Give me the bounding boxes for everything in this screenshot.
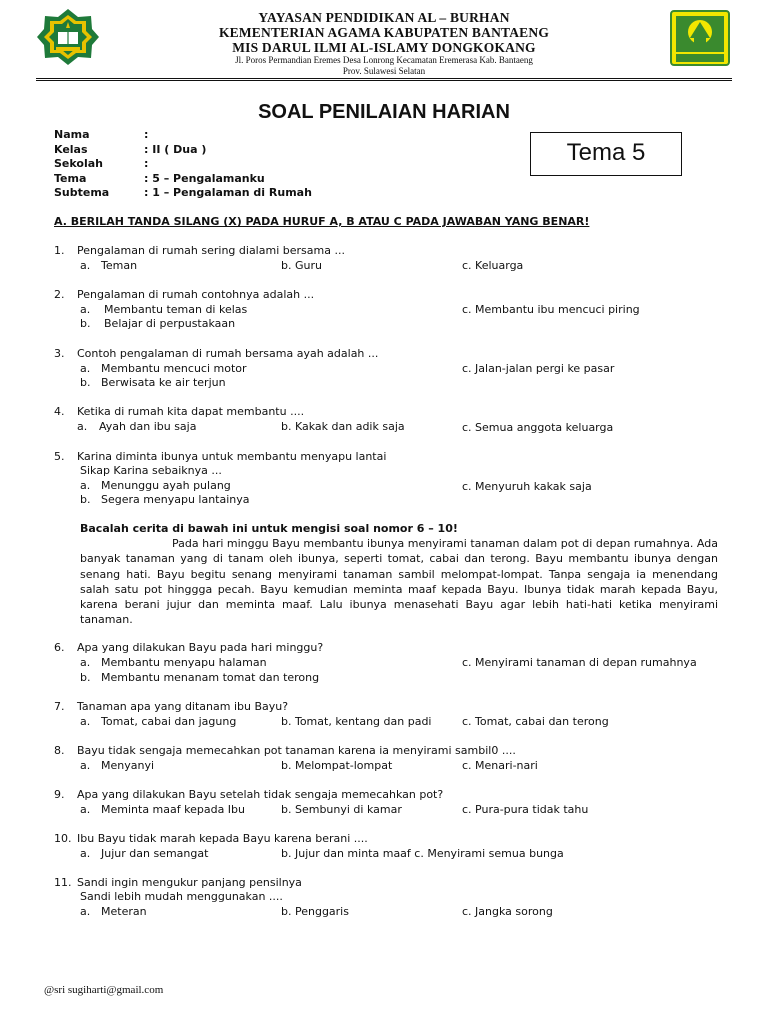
option-a-marker: a. [80, 847, 91, 860]
header-divider [36, 78, 732, 81]
identity-label-subtema: Subtema [54, 186, 110, 199]
option-a-marker: a. [80, 259, 91, 272]
option-a-marker: a. [80, 303, 91, 316]
question-number: 1. [54, 244, 65, 257]
question-text: Apa yang dilakukan Bayu setelah tidak sengaja memecahkan pot? [77, 788, 444, 801]
question-text: Karina diminta ibunya untuk membantu menyapu lantai [77, 450, 387, 463]
question-text: Bayu tidak sengaja memecahkan pot tanaman karena ia menyirami sambil0 .... [77, 744, 516, 757]
option-b-marker: b. [80, 317, 91, 330]
option-b-marker: b. [80, 376, 91, 389]
identity-value-tema: : 5 – Pengalamanku [144, 172, 265, 185]
section-a-instruction: A. BERILAH TANDA SILANG (X) PADA HURUF A, B ATAU C PADA JAWABAN YANG BENAR! [54, 215, 590, 228]
identity-value-sekolah: : [144, 157, 149, 170]
option-a: Ayah dan ibu saja [99, 420, 197, 433]
question-text: Ibu Bayu tidak marah kepada Bayu karena berani .... [77, 832, 368, 845]
option-a-marker: a. [80, 905, 91, 918]
option-a: Meteran [101, 905, 147, 918]
question-text: Ketika di rumah kita dapat membantu .... [77, 405, 305, 418]
question-number: 5. [54, 450, 65, 463]
question-text: Pengalaman di rumah contohnya adalah ... [77, 288, 315, 301]
identity-value-kelas: : II ( Dua ) [144, 143, 207, 156]
option-a: Jujur dan semangat [101, 847, 209, 860]
option-a: Membantu teman di kelas [104, 303, 248, 316]
header-address: Jl. Poros Permandian Eremes Desa Lonrong Kecamatan Eremerasa Kab. Bantaeng [235, 55, 533, 65]
footer-email: @sri sugiharti@gmail.com [44, 984, 164, 996]
question-text-2: Sikap Karina sebaiknya ... [80, 464, 222, 477]
question-number: 8. [54, 744, 65, 757]
option-c: c. Menyuruh kakak saja [462, 480, 592, 493]
question-text: Apa yang dilakukan Bayu pada hari minggu? [77, 641, 324, 654]
option-a-marker: a. [80, 362, 91, 375]
option-c: c. Menari-nari [462, 759, 538, 772]
question-number: 11. [54, 876, 72, 889]
question-number: 2. [54, 288, 65, 301]
option-b: b. Penggaris [281, 905, 349, 918]
option-c: c. Pura-pura tidak tahu [462, 803, 589, 816]
option-b: Membantu menanam tomat dan terong [101, 671, 320, 684]
option-a: Teman [101, 259, 138, 272]
option-c: c. Membantu ibu mencuci piring [462, 303, 640, 316]
header-school-name: MIS DARUL ILMI AL-ISLAMY DONGKOKANG [232, 40, 536, 55]
option-a-marker: a. [80, 715, 91, 728]
option-c: c. Menyirami tanaman di depan rumahnya [462, 656, 697, 669]
page-title: SOAL PENILAIAN HARIAN [258, 101, 510, 123]
option-a: Membantu menyapu halaman [101, 656, 267, 669]
option-c: c. Jalan-jalan pergi ke pasar [462, 362, 615, 375]
identity-label-kelas: Kelas [54, 143, 88, 156]
question-text-2: Sandi lebih mudah menggunakan .... [80, 890, 283, 903]
option-b-marker: b. [80, 493, 91, 506]
option-b: b. Melompat-lompat [281, 759, 393, 772]
option-c: c. Jangka sorong [462, 905, 553, 918]
story-heading: Bacalah cerita di bawah ini untuk mengisi soal nomor 6 – 10! [80, 522, 458, 535]
option-a: Menunggu ayah pulang [101, 479, 231, 492]
identity-label-sekolah: Sekolah [54, 157, 103, 170]
option-b: b. Guru [281, 259, 322, 272]
question-text: Pengalaman di rumah sering dialami bersama ... [77, 244, 345, 257]
header-province: Prov. Sulawesi Selatan [342, 66, 426, 76]
question-text: Sandi ingin mengukur panjang pensilnya [77, 876, 302, 889]
option-a: Menyanyi [101, 759, 155, 772]
question-text: Tanaman apa yang ditanam ibu Bayu? [77, 700, 289, 713]
option-b: b. Kakak dan adik saja [281, 420, 405, 433]
option-b: b. Tomat, kentang dan padi [281, 715, 432, 728]
story-paragraph [80, 536, 718, 628]
header-foundation: YAYASAN PENDIDIKAN AL – BURHAN [258, 10, 510, 25]
option-b-marker: b. [80, 671, 91, 684]
header-ministry: KEMENTERIAN AGAMA KABUPATEN BANTAENG [218, 25, 550, 40]
option-a-marker: a. [80, 803, 91, 816]
option-b: b. Sembunyi di kamar [281, 803, 402, 816]
identity-label-tema: Tema [54, 172, 87, 185]
option-c: c. Tomat, cabai dan terong [462, 715, 609, 728]
tema-box: Tema 5 [530, 132, 682, 176]
question-number: 7. [54, 700, 65, 713]
option-c: c. Keluarga [462, 259, 524, 272]
option-a-marker: a. [80, 759, 91, 772]
identity-label-nama: Nama [54, 128, 90, 141]
identity-value-nama: : [144, 128, 149, 141]
option-b: b. Jujur dan minta maaf c. Menyirami semua bunga [281, 847, 564, 860]
question-number: 4. [54, 405, 65, 418]
option-b: Segera menyapu lantainya [101, 493, 250, 506]
identity-value-subtema: : 1 – Pengalaman di Rumah [144, 186, 312, 199]
question-number: 3. [54, 347, 65, 360]
question-number: 10. [54, 832, 72, 845]
question-number: 6. [54, 641, 65, 654]
option-a-marker: a. [80, 656, 91, 669]
option-a: Membantu mencuci motor [101, 362, 247, 375]
option-b: Belajar di perpustakaan [104, 317, 236, 330]
option-a: Tomat, cabai dan jagung [101, 715, 237, 728]
story-body: Pada hari minggu Bayu membantu ibunya menyirami tanaman dalam pot di depan rumahnya. Ada banyak tanaman yang di tanam oleh ibunya, seperti tomat, cabai dan terong. Bayu membantu ibunya dengan senang hati. Bayu begitu senang menyirami tanaman sambil melompat-lompat. Tanpa sengaja ia menendang salah satu pot hinggga pecah. Bayu kemudian meminta maaf kepada Bayu. Ibunya tidak marah kepada Bayu, karena berani jujur dan meminta maaf. Lalu ibunya menasehati Bayu agar lebih hati-hati ketika menyirami tanaman. [80, 537, 718, 627]
question-text: Contoh pengalaman di rumah bersama ayah adalah ... [77, 347, 379, 360]
option-b: Berwisata ke air terjun [101, 376, 226, 389]
question-number: 9. [54, 788, 65, 801]
option-a: Meminta maaf kepada Ibu [101, 803, 246, 816]
option-a-marker: a. [77, 420, 88, 433]
option-c: c. Semua anggota keluarga [462, 421, 614, 434]
option-a-marker: a. [80, 479, 91, 492]
